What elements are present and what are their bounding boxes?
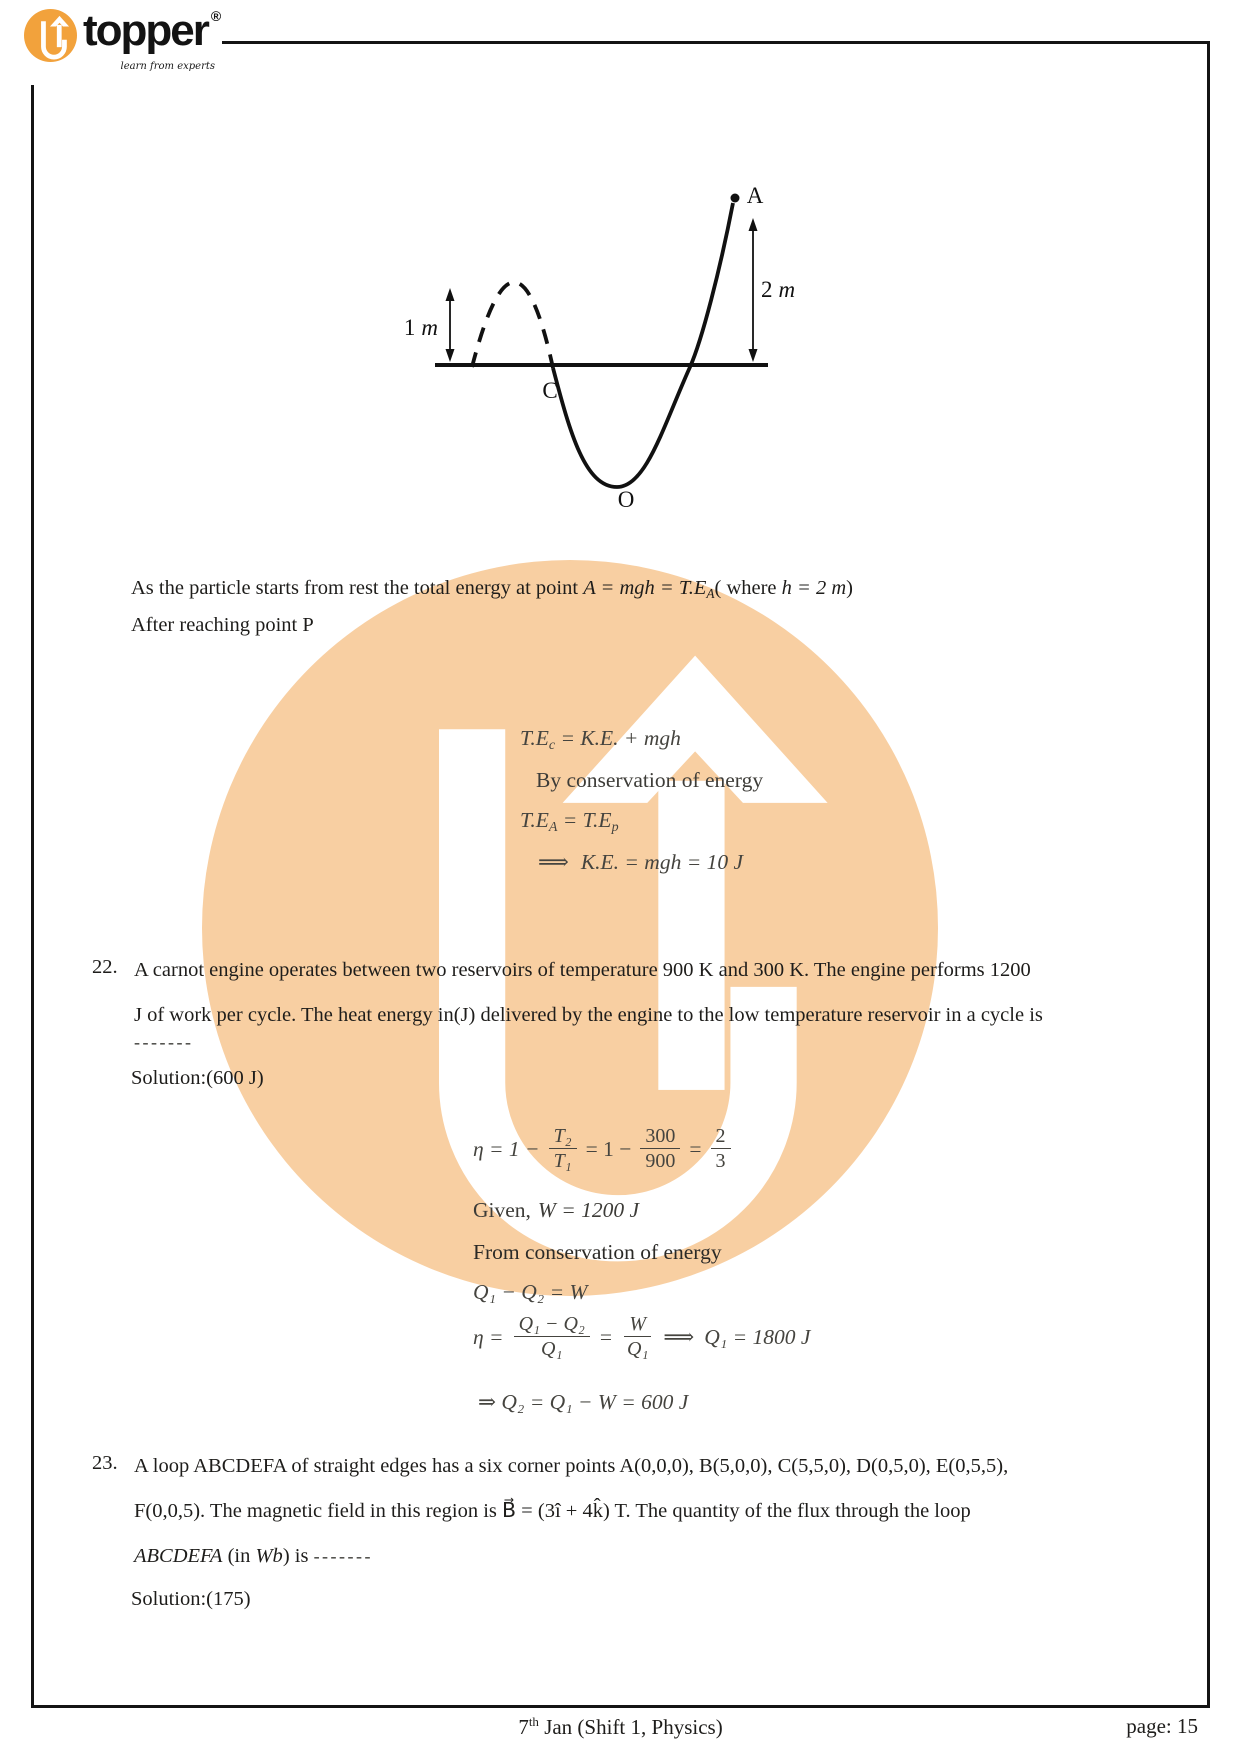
label-point-c: C <box>542 378 558 403</box>
brand-name: topper <box>83 6 208 55</box>
arrow-down-icon <box>749 349 758 362</box>
q23-answer-blank: ------- <box>313 1546 374 1566</box>
equation-conservation-note: By conservation of energy <box>536 768 764 792</box>
q22-answer-blank: ------- <box>134 1032 194 1052</box>
solid-valley-curve <box>553 203 733 487</box>
footer-exam-info: 7th Jan (Shift 1, Physics) <box>518 1714 723 1739</box>
q22-eq-q1q2: Q₁ − Q₂ = W <box>473 1280 588 1304</box>
q22-line1: A carnot engine operates between two reservoirs of temperature 900 K and 300 K. The engine performs 1200 <box>134 959 1031 981</box>
q22-eq-note: From conservation of energy <box>473 1240 722 1264</box>
question-23-number: 23. <box>92 1452 118 1474</box>
label-point-o: O <box>617 487 635 512</box>
fraction-w-q1: $\frac{W}{\text{Q₁}}$ <box>622 1312 653 1361</box>
arrow-up-icon <box>749 218 758 231</box>
equation-ke-result: ⟹ K.E. = mgh = 10 J <box>538 850 744 874</box>
arrow-up-icon <box>446 288 455 301</box>
arrow-down-icon <box>446 349 455 362</box>
q22-eq-given: Given, W = 1200 J <box>473 1198 640 1222</box>
label-1m: 1 m <box>403 315 438 340</box>
question-22-number: 22. <box>92 956 118 978</box>
equation-tec: T.Ec = K.E. + mgh <box>520 726 681 753</box>
q23-solution-label: Solution:(175) <box>131 1588 251 1610</box>
energy-curve-diagram <box>380 155 800 520</box>
brand-wordmark <box>83 6 222 56</box>
u-arrow-logo-icon <box>24 9 77 62</box>
q22-eq-eta-fractions: η = $\frac{\text{Q₁ − Q₂}}{\text{Q₁}}$ = $\frac{W}{\text{Q₁}}$ ⟹ Q₁ = 1800 J <box>473 1313 811 1360</box>
q22-line2: J of work per cycle. The heat energy in(J) delivered by the engine to the low temperature reservoir in a cycle is <box>134 1004 1043 1026</box>
fraction-2-3: $\frac{2}{3}$ <box>711 1124 731 1173</box>
equation-tea-tep: T.EA = T.Ep <box>520 808 619 835</box>
watermark-arrow-shaft <box>658 781 724 1090</box>
q22-eq-q2-result: ⇒ Q₂ = Q₁ − W = 600 J <box>478 1390 689 1414</box>
watermark-u-logo <box>202 560 938 1296</box>
header-rule <box>222 41 1210 44</box>
q23-line1: A loop ABCDEFA of straight edges has a six corner points A(0,0,0), B(5,0,0), C(5,5,0), D(0,5,0), E(0,5,5), <box>134 1455 1009 1477</box>
page-border-bottom <box>31 1705 1210 1708</box>
point-a-dot <box>731 194 740 203</box>
solution-paragraph-2: After reaching point P <box>131 614 314 636</box>
fraction-t2-t1: $\frac{\text{T₂}}{\text{T₁}}$ <box>549 1124 577 1173</box>
solution-paragraph-1: As the particle starts from rest the total energy at point A = mgh = T.EA( where h = 2 m) <box>131 577 853 601</box>
fraction-300-900: $\frac{300}{900}$ <box>640 1124 680 1173</box>
dashed-hill-curve <box>472 282 553 368</box>
ordinal-suffix: th <box>528 1714 539 1729</box>
fraction-q1q2-q1: $\frac{\text{Q₁ − Q₂}}{\text{Q₁}}$ <box>514 1312 590 1361</box>
page-border-right <box>1207 41 1210 1708</box>
footer-page-number: page: 15 <box>1126 1714 1198 1738</box>
q23-line2: F(0,0,5). The magnetic field in this region is B⃗ = (3î + 4k̂) T. The quantity of the flux through the loop <box>134 1500 971 1522</box>
q22-eq-efficiency: η = 1 − $\frac{\text{T₂}}{\text{T₁}}$ = 1 − $\frac{300}{900}$ = $\frac{2}{3}$ <box>473 1124 731 1173</box>
brand-tagline: learn from experts <box>120 61 215 72</box>
registered-mark: ® <box>210 8 222 24</box>
q22-solution-label: Solution:(600 J) <box>131 1067 264 1089</box>
logo-arrow-shaft <box>57 25 62 47</box>
label-point-a: A <box>746 183 764 208</box>
q23-line3: ABCDEFA (in Wb) is ------- <box>134 1545 374 1567</box>
label-2m: 2 m <box>761 277 796 302</box>
page-border-left <box>31 85 34 1708</box>
